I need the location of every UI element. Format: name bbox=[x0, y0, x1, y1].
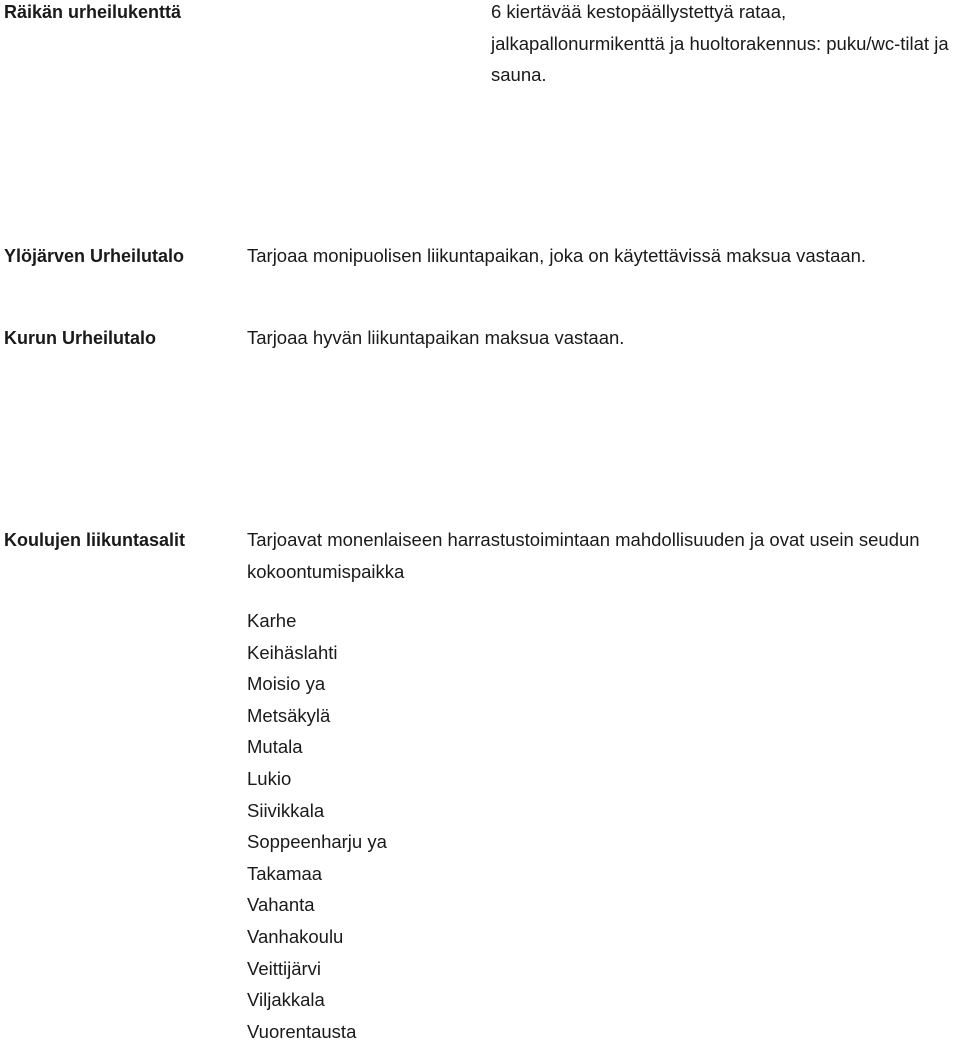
list-item: Veittijärvi bbox=[247, 957, 322, 979]
list-item: Lukio bbox=[247, 767, 292, 789]
section-label-koulut: Koulujen liikuntasalit bbox=[4, 530, 186, 550]
list-item: Keihäslahti bbox=[247, 641, 338, 663]
list-item: Vuorentausta bbox=[247, 1020, 357, 1042]
list-item: Metsäkylä bbox=[247, 704, 331, 726]
section-description-kuru: Tarjoaa hyvän liikuntapaikan maksua vastaan. bbox=[247, 327, 625, 348]
list-item: Karhe bbox=[247, 610, 297, 631]
school-list bbox=[247, 605, 387, 1047]
list-item: Vahanta bbox=[247, 894, 315, 916]
section-label-kuru: Kurun Urheilutalo bbox=[4, 328, 156, 348]
section-description-ylojarvi: Tarjoaa monipuolisen liikuntapaikan, joka on käytettävissä maksua vastaan. bbox=[247, 245, 867, 266]
list-item: Soppeenharju ya bbox=[247, 831, 387, 853]
list-item: Viljakkala bbox=[247, 989, 325, 1011]
section-description-raikka: 6 kiertävää kestopäällystettyä rataa, jalkapallonurmikenttä ja huoltorakennus: puku/wc-tilat ja sauna. bbox=[491, 1, 949, 85]
list-item: Mutala bbox=[247, 736, 303, 758]
list-item: Siivikkala bbox=[247, 799, 325, 821]
list-item: Vanhakoulu bbox=[247, 925, 344, 947]
section-label-ylojarvi: Ylöjärven Urheilutalo bbox=[4, 246, 185, 266]
list-item: Takamaa bbox=[247, 862, 323, 884]
section-label-raikka: Räikän urheilukenttä bbox=[4, 2, 182, 22]
list-item: Moisio ya bbox=[247, 673, 326, 695]
section-description-koulut: Tarjoavat monenlaiseen harrastustoimintaan mahdollisuuden ja ovat usein seudun kokoontumispaikka bbox=[247, 529, 920, 582]
